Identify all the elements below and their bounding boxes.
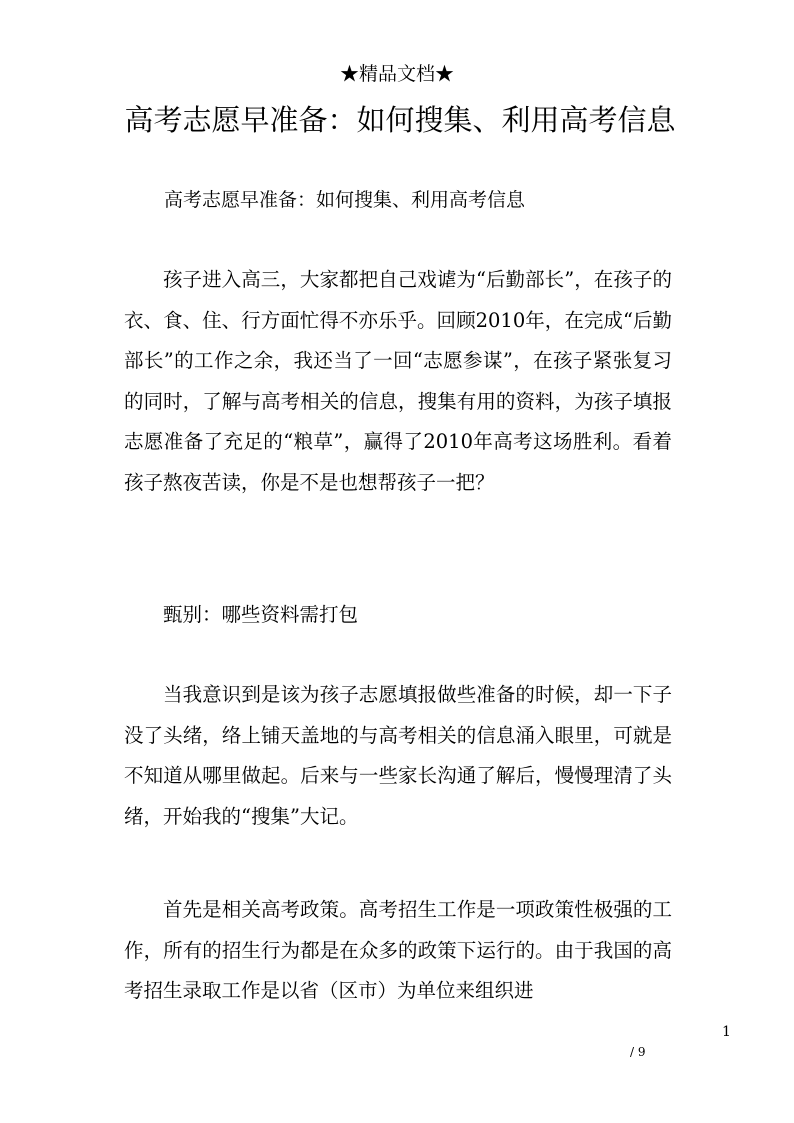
page-number: 1 (722, 1024, 731, 1040)
header-mark: ★精品文档★ (339, 63, 454, 85)
paragraph-collecting: 当我意识到是该为孩子志愿填报做些准备的时候，却一下子没了头绪，络上铺天盖地的与高考相关的信息涌入眼里，可就是不知道从哪里做起。后来与一些家长沟通了解后，慢慢理清了头绪，开始我的“搜集”大记。 (124, 683, 672, 828)
section-heading: 甄别：哪些资料需打包 (163, 603, 359, 626)
paragraph-intro: 孩子进入高三，大家都把自己戏谑为“后勤部长”，在孩子的衣、食、住、行方面忙得不亦乐乎。回顾2010年，在完成“后勤部长”的工作之余，我还当了一回“志愿参谋”，在孩子紧张复习的同时，了解与高考相关的信息，搜集有用的资料，为孩子填报志愿准备了充足的“粮草”，赢得了2010年高考这场胜利。看着孩子熬夜苦读，你是不是也想帮孩子一把？ (124, 268, 672, 494)
paragraph-policy: 首先是相关高考政策。高考招生工作是一项政策性极强的工作，所有的招生行为都是在众多的政策下运行的。由于我国的高考招生录取工作是以省（区市）为单位来组织进 (124, 898, 672, 1002)
document-subtitle: 高考志愿早准备：如何搜集、利用高考信息 (164, 189, 526, 211)
document-title: 高考志愿早准备：如何搜集、利用高考信息 (124, 103, 676, 137)
page-total: / 9 (630, 1045, 646, 1059)
